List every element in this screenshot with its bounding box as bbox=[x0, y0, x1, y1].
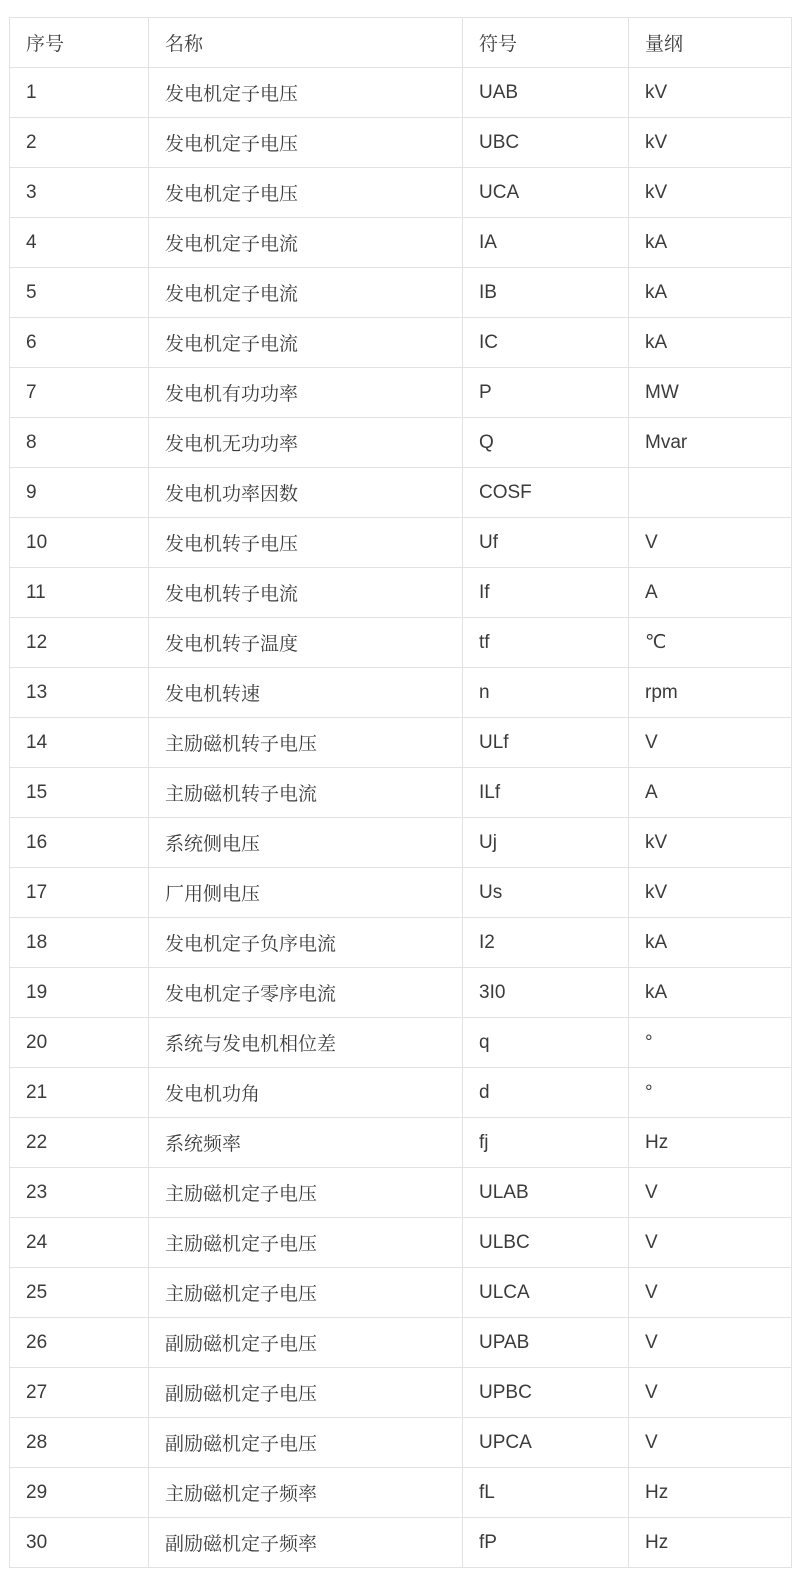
parameter-table bbox=[9, 17, 792, 1568]
table-row bbox=[10, 1518, 792, 1568]
row-index-cell: 14 bbox=[10, 718, 149, 768]
table-row bbox=[10, 1368, 792, 1418]
table-row bbox=[10, 168, 792, 218]
symbol-cell: UAB bbox=[463, 68, 629, 118]
symbol-cell: IC bbox=[463, 318, 629, 368]
row-index-cell: 21 bbox=[10, 1068, 149, 1118]
row-index-cell: 26 bbox=[10, 1318, 149, 1368]
name-cell: 发电机无功功率 bbox=[149, 418, 463, 468]
symbol-cell: Q bbox=[463, 418, 629, 468]
symbol-cell: fL bbox=[463, 1468, 629, 1518]
symbol-cell: UCA bbox=[463, 168, 629, 218]
symbol-cell: UPBC bbox=[463, 1368, 629, 1418]
table-row bbox=[10, 518, 792, 568]
unit-cell: kV bbox=[629, 68, 792, 118]
header-row bbox=[10, 18, 792, 68]
name-cell: 发电机有功功率 bbox=[149, 368, 463, 418]
symbol-cell: If bbox=[463, 568, 629, 618]
row-index-cell: 15 bbox=[10, 768, 149, 818]
table-row bbox=[10, 818, 792, 868]
symbol-cell: q bbox=[463, 1018, 629, 1068]
table-row bbox=[10, 768, 792, 818]
symbol-cell: ULCA bbox=[463, 1268, 629, 1318]
row-index-cell: 25 bbox=[10, 1268, 149, 1318]
unit-cell: kA bbox=[629, 218, 792, 268]
row-index-cell: 30 bbox=[10, 1518, 149, 1568]
table-row bbox=[10, 718, 792, 768]
row-index-cell: 18 bbox=[10, 918, 149, 968]
unit-cell: kA bbox=[629, 318, 792, 368]
symbol-cell: COSF bbox=[463, 468, 629, 518]
name-cell: 发电机定子零序电流 bbox=[149, 968, 463, 1018]
table-row bbox=[10, 1318, 792, 1368]
table-row bbox=[10, 118, 792, 168]
row-index-cell: 8 bbox=[10, 418, 149, 468]
name-cell: 厂用侧电压 bbox=[149, 868, 463, 918]
symbol-cell: IA bbox=[463, 218, 629, 268]
table-row bbox=[10, 1268, 792, 1318]
unit-cell: V bbox=[629, 518, 792, 568]
symbol-cell: UPCA bbox=[463, 1418, 629, 1468]
row-index-cell: 23 bbox=[10, 1168, 149, 1218]
name-cell: 主励磁机定子电压 bbox=[149, 1168, 463, 1218]
row-index-cell: 6 bbox=[10, 318, 149, 368]
row-index-cell: 3 bbox=[10, 168, 149, 218]
symbol-cell: ULAB bbox=[463, 1168, 629, 1218]
symbol-cell: UBC bbox=[463, 118, 629, 168]
unit-cell: Hz bbox=[629, 1468, 792, 1518]
header-cell-symbol: 符号 bbox=[463, 18, 629, 68]
symbol-cell: P bbox=[463, 368, 629, 418]
row-index-cell: 1 bbox=[10, 68, 149, 118]
symbol-cell: Uj bbox=[463, 818, 629, 868]
table-row bbox=[10, 68, 792, 118]
table-row bbox=[10, 568, 792, 618]
table-row bbox=[10, 468, 792, 518]
table-row bbox=[10, 668, 792, 718]
row-index-cell: 22 bbox=[10, 1118, 149, 1168]
unit-cell: Mvar bbox=[629, 418, 792, 468]
symbol-cell: Uf bbox=[463, 518, 629, 568]
name-cell: 副励磁机定子电压 bbox=[149, 1418, 463, 1468]
table-row bbox=[10, 968, 792, 1018]
unit-cell: ℃ bbox=[629, 618, 792, 668]
symbol-cell: ILf bbox=[463, 768, 629, 818]
row-index-cell: 17 bbox=[10, 868, 149, 918]
unit-cell: kV bbox=[629, 868, 792, 918]
name-cell: 发电机功角 bbox=[149, 1068, 463, 1118]
table-row bbox=[10, 318, 792, 368]
name-cell: 主励磁机转子电压 bbox=[149, 718, 463, 768]
table-row bbox=[10, 368, 792, 418]
unit-cell: kA bbox=[629, 268, 792, 318]
table-row bbox=[10, 418, 792, 468]
table-row bbox=[10, 1468, 792, 1518]
name-cell: 主励磁机定子电压 bbox=[149, 1218, 463, 1268]
unit-cell: V bbox=[629, 1368, 792, 1418]
row-index-cell: 11 bbox=[10, 568, 149, 618]
symbol-cell: ULf bbox=[463, 718, 629, 768]
unit-cell: Hz bbox=[629, 1518, 792, 1568]
row-index-cell: 19 bbox=[10, 968, 149, 1018]
unit-cell: rpm bbox=[629, 668, 792, 718]
header-cell-index: 序号 bbox=[10, 18, 149, 68]
name-cell: 发电机定子电压 bbox=[149, 68, 463, 118]
unit-cell: A bbox=[629, 768, 792, 818]
name-cell: 系统侧电压 bbox=[149, 818, 463, 868]
table-row bbox=[10, 1068, 792, 1118]
row-index-cell: 20 bbox=[10, 1018, 149, 1068]
name-cell: 发电机转速 bbox=[149, 668, 463, 718]
table-row bbox=[10, 1418, 792, 1468]
symbol-cell: I2 bbox=[463, 918, 629, 968]
symbol-cell: 3I0 bbox=[463, 968, 629, 1018]
header-cell-unit: 量纲 bbox=[629, 18, 792, 68]
symbol-cell: d bbox=[463, 1068, 629, 1118]
symbol-cell: tf bbox=[463, 618, 629, 668]
table-row bbox=[10, 918, 792, 968]
row-index-cell: 24 bbox=[10, 1218, 149, 1268]
unit-cell: V bbox=[629, 1268, 792, 1318]
row-index-cell: 29 bbox=[10, 1468, 149, 1518]
header-cell-name: 名称 bbox=[149, 18, 463, 68]
unit-cell: V bbox=[629, 1318, 792, 1368]
unit-cell: kA bbox=[629, 968, 792, 1018]
unit-cell: kV bbox=[629, 818, 792, 868]
name-cell: 主励磁机定子电压 bbox=[149, 1268, 463, 1318]
unit-cell: kA bbox=[629, 918, 792, 968]
name-cell: 发电机转子温度 bbox=[149, 618, 463, 668]
row-index-cell: 28 bbox=[10, 1418, 149, 1468]
table-row bbox=[10, 868, 792, 918]
row-index-cell: 2 bbox=[10, 118, 149, 168]
unit-cell: kV bbox=[629, 118, 792, 168]
name-cell: 发电机功率因数 bbox=[149, 468, 463, 518]
row-index-cell: 9 bbox=[10, 468, 149, 518]
row-index-cell: 5 bbox=[10, 268, 149, 318]
unit-cell: A bbox=[629, 568, 792, 618]
name-cell: 发电机定子电流 bbox=[149, 268, 463, 318]
table-row bbox=[10, 1168, 792, 1218]
table-body bbox=[10, 68, 792, 1568]
symbol-cell: fj bbox=[463, 1118, 629, 1168]
table-row bbox=[10, 1018, 792, 1068]
name-cell: 发电机定子电压 bbox=[149, 118, 463, 168]
name-cell: 发电机定子电流 bbox=[149, 218, 463, 268]
name-cell: 发电机转子电压 bbox=[149, 518, 463, 568]
name-cell: 发电机转子电流 bbox=[149, 568, 463, 618]
unit-cell: V bbox=[629, 1168, 792, 1218]
symbol-cell: Us bbox=[463, 868, 629, 918]
name-cell: 主励磁机定子频率 bbox=[149, 1468, 463, 1518]
unit-cell: V bbox=[629, 1418, 792, 1468]
row-index-cell: 16 bbox=[10, 818, 149, 868]
table-row bbox=[10, 1218, 792, 1268]
unit-cell: V bbox=[629, 718, 792, 768]
unit-cell: V bbox=[629, 1218, 792, 1268]
row-index-cell: 4 bbox=[10, 218, 149, 268]
name-cell: 发电机定子负序电流 bbox=[149, 918, 463, 968]
symbol-cell: IB bbox=[463, 268, 629, 318]
symbol-cell: UPAB bbox=[463, 1318, 629, 1368]
row-index-cell: 12 bbox=[10, 618, 149, 668]
name-cell: 主励磁机转子电流 bbox=[149, 768, 463, 818]
name-cell: 副励磁机定子电压 bbox=[149, 1368, 463, 1418]
symbol-cell: ULBC bbox=[463, 1218, 629, 1268]
name-cell: 系统与发电机相位差 bbox=[149, 1018, 463, 1068]
name-cell: 发电机定子电压 bbox=[149, 168, 463, 218]
row-index-cell: 27 bbox=[10, 1368, 149, 1418]
unit-cell: MW bbox=[629, 368, 792, 418]
symbol-cell: n bbox=[463, 668, 629, 718]
table-row bbox=[10, 218, 792, 268]
row-index-cell: 7 bbox=[10, 368, 149, 418]
unit-cell: kV bbox=[629, 168, 792, 218]
unit-cell: Hz bbox=[629, 1118, 792, 1168]
table-header bbox=[10, 18, 792, 68]
row-index-cell: 10 bbox=[10, 518, 149, 568]
name-cell: 系统频率 bbox=[149, 1118, 463, 1168]
name-cell: 发电机定子电流 bbox=[149, 318, 463, 368]
symbol-cell: fP bbox=[463, 1518, 629, 1568]
table-row bbox=[10, 618, 792, 668]
name-cell: 副励磁机定子频率 bbox=[149, 1518, 463, 1568]
table-row bbox=[10, 268, 792, 318]
unit-cell bbox=[629, 468, 792, 518]
table-row bbox=[10, 1118, 792, 1168]
name-cell: 副励磁机定子电压 bbox=[149, 1318, 463, 1368]
unit-cell: ° bbox=[629, 1018, 792, 1068]
row-index-cell: 13 bbox=[10, 668, 149, 718]
unit-cell: ° bbox=[629, 1068, 792, 1118]
